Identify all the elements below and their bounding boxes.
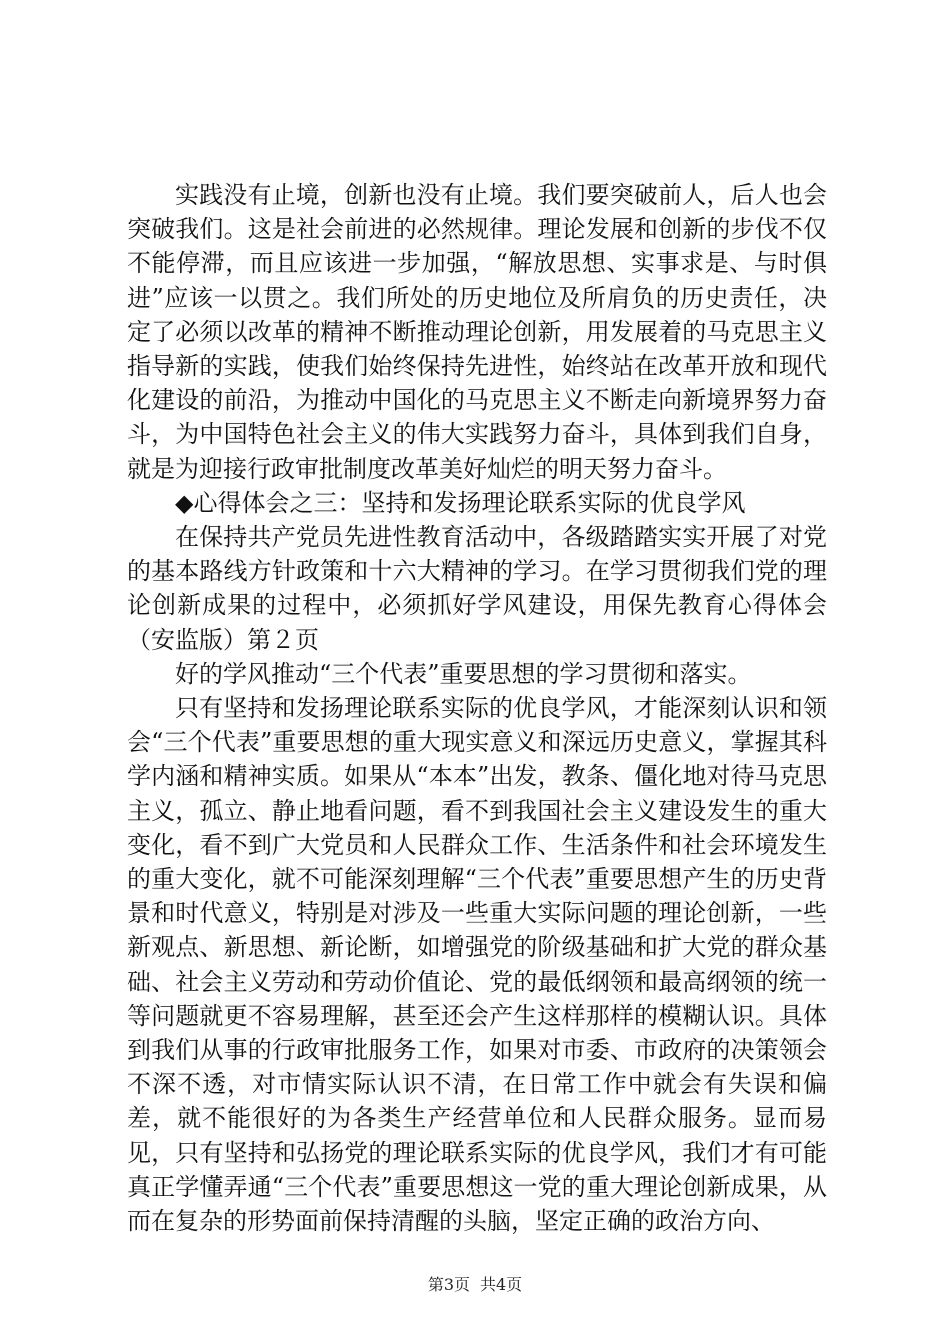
page-total: 共4页: [480, 1275, 523, 1294]
page-footer: [0, 1274, 950, 1296]
section-heading: ◆心得体会之三：坚持和发扬理论联系实际的优良学风: [175, 488, 746, 517]
paragraph-study-style: 好的学风推动“三个代表”重要思想的学习贯彻和落实。: [175, 659, 752, 688]
paragraph-theory-practice: 只有坚持和发扬理论联系实际的优良学风，才能深刻认识和领会“三个代表”重要思想的重大现实意义和深远历史意义，掌握其科学内涵和精神实质。如果从“本本”出发，教条、僵化地对待马克思主义，孤立、静止地看问题，看不到我国社会主义建设发生的重大变化，看不到广大党员和人民群众工作、生活条件和社会环境发生的重大变化，就不可能深刻理解“三个代表”重要思想产生的历史背景和时代意义，特别是对涉及一些重大实际问题的理论创新，一些新观点、新思想、新论断，如增强党的阶级基础和扩大党的群众基础、社会主义劳动和劳动价值论、党的最低纲领和最高纲领的统一等问题就更不容易理解，甚至还会产生这样那样的模糊认识。具体到我们从事的行政审批服务工作，如果对市委、市政府的决策领会不深不透，对市情实际认识不清，在日常工作中就会有失误和偏差，就不能很好的为各类生产经营单位和人民群众服务。显而易见，只有坚持和弘扬党的理论联系实际的优良学风，我们才有可能真正学懂弄通“三个代表”重要思想这一党的重大理论创新成果，从而在复杂的形势面前保持清醒的头脑，坚定正确的政治方向、: [127, 694, 827, 1236]
paragraph-practice-innovation: 实践没有止境，创新也没有止境。我们要突破前人，后人也会突破我们。这是社会前进的必然规律。理论发展和创新的步伐不仅不能停滞，而且应该进一步加强，“解放思想、实事求是、与时俱进”应该一以贯之。我们所处的历史地位及所肩负的历史责任，决定了必须以改革的精神不断推动理论创新，用发展着的马克思主义指导新的实践，使我们始终保持先进性，始终站在改革开放和现代化建设的前沿，为推动中国化的马克思主义不断走向新境界努力奋斗，为中国特色社会主义的伟大实践努力奋斗，具体到我们自身，就是为迎接行政审批制度改革美好灿烂的明天努力奋斗。: [127, 181, 827, 483]
document-body: [127, 178, 827, 1238]
paragraph-education-activity: 在保持共产党员先进性教育活动中，各级踏踏实实开展了对党的基本路线方针政策和十六大精神的学习。在学习贯彻我们党的理论创新成果的过程中，必须抓好学风建设，用保先教育心得体会（安监版）第２页: [127, 523, 827, 654]
page-number: 第3页: [427, 1275, 470, 1294]
